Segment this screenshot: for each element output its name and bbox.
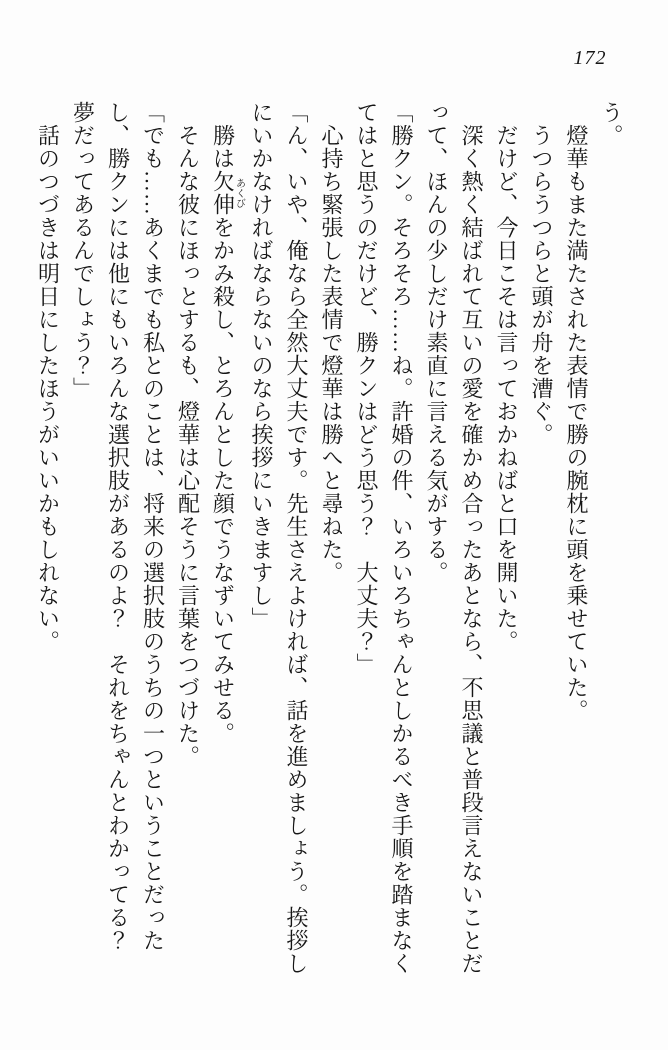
paragraph: 深く熱く結ばれて互いの愛を確かめ合ったあとなら、不思議と普段言えないことだって、ほんの少しだけ素直に言える気がする。 <box>424 101 484 975</box>
body-text <box>23 101 629 985</box>
paragraph: 「ん、いや、俺なら全然大丈夫です。先生さえよければ、話を進めましょう。挨拶しにいかなければならないのなら挨拶にいきますし」 <box>249 101 309 975</box>
paragraph: うつらうつらと頭が舟を漕ぐ。 <box>529 101 554 446</box>
paragraph: 「でも……あくまでも私とのことは、将来の選択肢のうちの一つということだったし、勝クンには他にもいろんな選択肢があるのよ？ それをちゃんとわかってる？ 夢だってあるんでしょう？」 <box>70 101 166 975</box>
paragraph: う。 <box>599 101 624 147</box>
paragraph: 燈華もまた満たされた表情で勝の腕枕に頭を乗せていた。 <box>564 101 589 722</box>
paragraph: そんな彼にほっとするも、燈華は心配そうに言葉をつづけた。 <box>175 101 201 768</box>
furigana: あくび <box>233 170 245 216</box>
paragraph: だけど、今日こそは言っておかねばと口を開いた。 <box>494 101 519 653</box>
paragraph: 勝は欠伸あくびをかみ殺し、とろんとした顔でうなずいてみせる。 <box>210 101 245 745</box>
paragraph: 話のつづきは明日にしたほうがいいかもしれない。 <box>35 101 61 653</box>
page-number: 172 <box>573 47 607 69</box>
ruby-word: 欠伸あくび <box>210 170 245 216</box>
paragraph: 心持ち緊張した表情で燈華は勝へと尋ねた。 <box>319 101 344 584</box>
paragraph: 「勝クン。そろそろ……ね。許婚の件、いろいろちゃんとしかるべき手順を踏まなくてはと思うのだけど、勝クンはどう思う？ 大丈夫？」 <box>354 101 414 975</box>
